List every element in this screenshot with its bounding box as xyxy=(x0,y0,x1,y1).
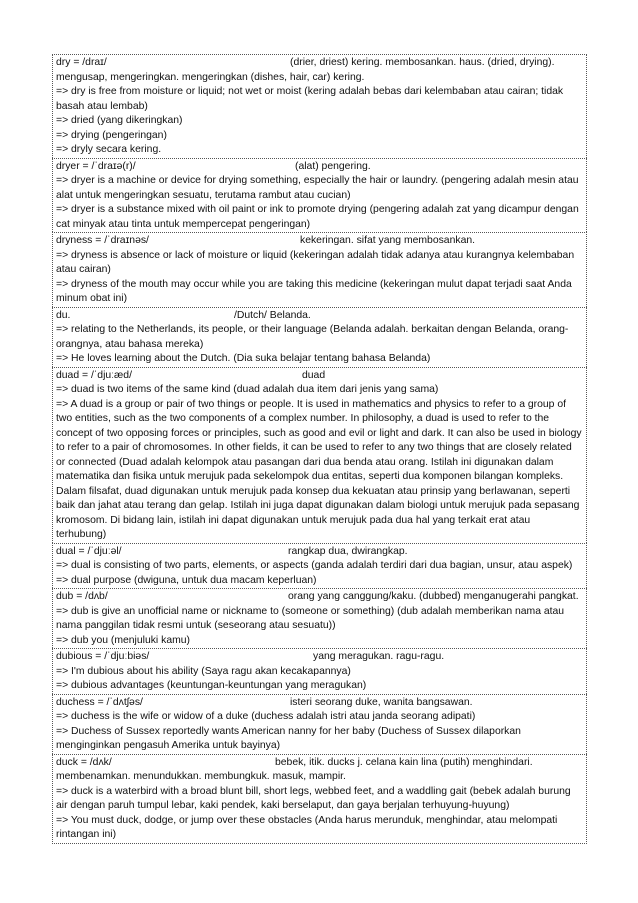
entry-dub xyxy=(52,588,587,648)
headword: duck = /dʌk/ xyxy=(56,756,112,768)
entry-dryer xyxy=(52,158,587,233)
entry-head xyxy=(56,309,583,324)
entry-line: => duad is two items of the same kind (duad adalah dua item dari jenis yang sama) xyxy=(56,384,439,395)
entry-dual xyxy=(52,543,587,589)
entry-line: => You must duck, dodge, or jump over these obstacles (Anda harus merunduk, menghindar, atau melompati rintangan ini) xyxy=(56,814,558,840)
entry-line: mengusap, mengeringkan. mengeringkan (dishes, hair, car) kering. xyxy=(56,71,365,83)
definition: yang meragukan. ragu-ragu. xyxy=(313,651,445,662)
entry-head xyxy=(56,650,583,665)
entry-dry xyxy=(52,54,587,158)
definition: (drier, driest) kering. membosankan. haus. (dried, drying). xyxy=(290,57,555,68)
entry-line: => dual is consisting of two parts, elements, or aspects (ganda adalah terdiri dari dua bagian, unsur, atau aspek) xyxy=(56,560,573,571)
entry-line: => dryer is a substance mixed with oil paint or ink to promote drying (pengering adalah zat yang dicampur dengan cat minyak atau tinta untuk mempercepat pengeringan) xyxy=(56,204,579,230)
entry-head xyxy=(56,56,583,71)
headword: duchess = /ˈdʌtʃəs/ xyxy=(56,696,143,708)
headword: du. xyxy=(56,309,71,321)
entry-head xyxy=(56,369,583,384)
entry-duchess xyxy=(52,694,587,754)
definition: bebek, itik. ducks j. celana kain lina (putih) menghindari. xyxy=(275,756,533,768)
entry-head xyxy=(56,545,583,560)
definition: isteri seorang duke, wanita bangsawan. xyxy=(290,696,473,708)
headword: dryer = /ˈdraɪə(r)/ xyxy=(56,160,136,172)
entry-line: => He loves learning about the Dutch. (Dia suka belajar tentang bahasa Belanda) xyxy=(56,353,431,364)
entry-line: => A duad is a group or pair of two things or people. It is used in mathematics and physics to refer to a group of two entities, such as the two components of a complex number. In philosophy, a duad is used to refer to the concept of two opposing forces or principles, such as good and evil or light and dark. It can also be used in biology to refer to a pair of chromosomes. In other fields, it can be used to refer to any two things that are closely related or connected (Duad adalah kelompok atau pasangan dari dua benda atau orang. Istilah ini digunakan dalam matematika dan fisika untuk merujuk pada sekelompok dua entitas, seperti dua komponen bilangan kompleks. Dalam filsafat, duad digunakan untuk merujuk pada konsep dua kekuatan atau prinsip yang berlawanan, seperti baik dan jahat atau terang dan gelap. Istilah ini juga dapat digunakan dalam biologi untuk merujuk pada sepasang kromosom. Di bidang lain, istilah ini dapat digunakan untuk merujuk pada dua hal yang terkait erat atau terhubung) xyxy=(56,398,582,540)
headword: duad = /ˈdjuːæd/ xyxy=(56,369,132,381)
entry-duad xyxy=(52,367,587,543)
entry-head xyxy=(56,590,583,605)
entry-head xyxy=(56,696,583,711)
entry-line: => duchess is the wife or widow of a duke (duchess adalah istri atau janda seorang adipati) xyxy=(56,711,476,722)
definition: duad xyxy=(302,369,326,381)
headword: dub = /dʌb/ xyxy=(56,591,108,602)
definition: /Dutch/ Belanda. xyxy=(234,309,311,321)
definition: rangkap dua, dwirangkap. xyxy=(288,545,408,557)
entry-dryness xyxy=(52,232,587,307)
entry-line: => dub you (menjuluki kamu) xyxy=(56,634,190,646)
headword: dry = /draɪ/ xyxy=(56,57,107,68)
entry-head xyxy=(56,160,583,175)
entry-line: => I'm dubious about his ability (Saya ragu akan kecakapannya) xyxy=(56,665,351,677)
entry-line: => dryness is absence or lack of moisture or liquid (kekeringan adalah tidak adanya atau kurangnya kelembaban atau cairan) xyxy=(56,249,575,275)
entry-line: => dubious advantages (keuntungan-keuntungan yang meragukan) xyxy=(56,680,367,691)
entry-dubious xyxy=(52,648,587,694)
entry-line: => duck is a waterbird with a broad blunt bill, short legs, webbed feet, and a waddling gait (bebek adalah burung air dengan paruh tumpul lebar, kaki pendek, kaki berselaput, dan gaya berjalan terhuyung-huyung) xyxy=(56,785,571,811)
entry-line: => dual purpose (dwiguna, untuk dua macam keperluan) xyxy=(56,574,317,586)
headword: dubious = /ˈdjuːbiəs/ xyxy=(56,651,150,662)
entry-head xyxy=(56,756,583,771)
definition: kekeringan. sifat yang membosankan. xyxy=(300,235,476,246)
entry-line: => dryness of the mouth may occur while you are taking this medicine (kekeringan mulut dapat terjadi saat Anda minum obat ini) xyxy=(56,278,572,304)
entry-line: => dried (yang dikeringkan) xyxy=(56,115,183,126)
entry-line: => dub is give an unofficial name or nickname to (someone or something) (dub adalah memberikan nama atau nama panggilan tidak resmi untuk (seseorang atau sesuatu)) xyxy=(56,605,565,631)
entry-line: => dryly secara kering. xyxy=(56,144,162,155)
definition: (alat) pengering. xyxy=(295,160,371,172)
entry-duck xyxy=(52,754,587,844)
entry-line: => Duchess of Sussex reportedly wants American nanny for her baby (Duchess of Sussex dilaporkan menginginkan pengasuh Amerika untuk bayinya) xyxy=(56,725,521,751)
dictionary-page xyxy=(52,54,587,844)
entry-head xyxy=(56,234,583,249)
entry-line: => drying (pengeringan) xyxy=(56,129,167,141)
definition: orang yang canggung/kaku. (dubbed) menganugerahi pangkat. xyxy=(288,591,579,602)
entry-line: => dry is free from moisture or liquid; not wet or moist (kering adalah bebas dari kelembaban atau cairan; tidak basah atau lembab) xyxy=(56,86,564,112)
entry-du xyxy=(52,307,587,367)
headword: dryness = /ˈdraɪnəs/ xyxy=(56,235,149,246)
entry-line: => relating to the Netherlands, its people, or their language (Belanda adalah. berkaitan dengan Belanda, orang-orangnya, atau bahasa mereka) xyxy=(56,324,569,350)
entry-line: membenamkan. menundukkan. membungkuk. masuk, mampir. xyxy=(56,771,346,782)
headword: dual = /ˈdjuːəl/ xyxy=(56,545,122,557)
entry-line: => dryer is a machine or device for drying something, especially the hair or laundry. (pengering adalah mesin atau alat untuk mengeringkan sesuatu, terutama rambut atau cucian) xyxy=(56,175,579,201)
